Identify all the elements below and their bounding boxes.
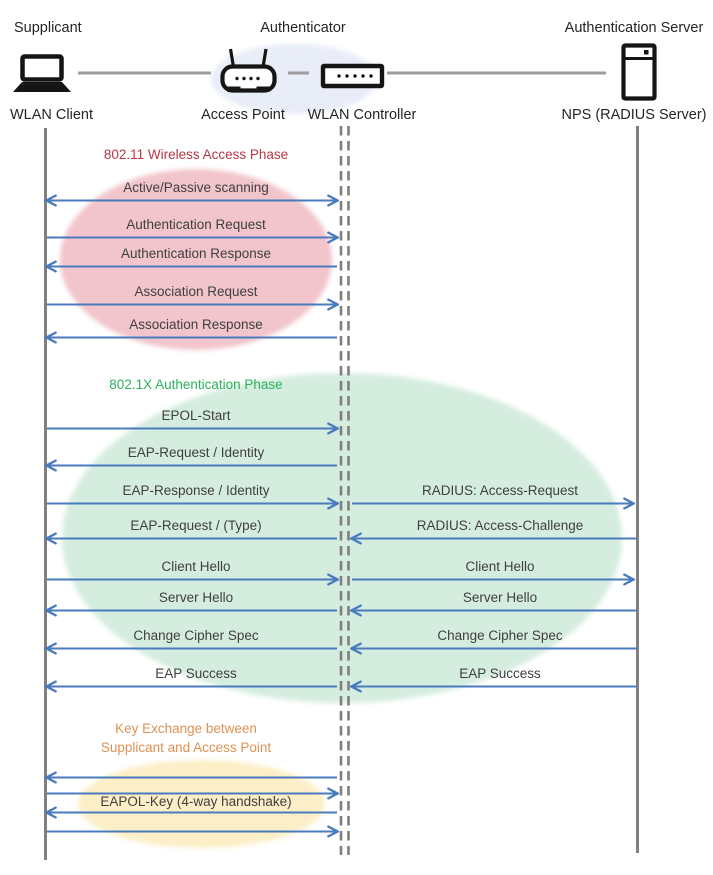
phase2-title: 802.1X Authentication Phase — [109, 377, 283, 392]
message-label-eap-response-identity: EAP-Response / Identity — [122, 483, 270, 498]
role-supplicant: Supplicant — [14, 20, 82, 36]
phase1-title: 802.11 Wireless Access Phase — [103, 147, 289, 162]
server-tower-icon — [624, 46, 655, 99]
role-auth-server: Authentication Server — [564, 20, 704, 36]
node-wlan-client: WLAN Client — [10, 107, 93, 123]
message-label-eap-request-identity: EAP-Request / Identity — [127, 445, 265, 460]
message-label-assoc-response: Association Response — [129, 317, 263, 332]
message-label-scanning: Active/Passive scanning — [123, 180, 269, 195]
message-label-client-hello-right: Client Hello — [465, 559, 535, 574]
message-label-radius-access-challenge: RADIUS: Access-Challenge — [416, 518, 584, 533]
message-label-auth-request: Authentication Request — [126, 217, 266, 232]
message-label-server-hello-right: Server Hello — [462, 590, 538, 605]
message-label-radius-access-request: RADIUS: Access-Request — [421, 483, 579, 498]
controller-box-icon — [323, 66, 382, 86]
message-label-eapol-key: EAPOL-Key (4-way handshake) — [100, 794, 292, 809]
message-label-auth-response: Authentication Response — [120, 246, 272, 261]
wireless-router-icon — [223, 49, 275, 92]
laptop-icon — [13, 57, 71, 93]
message-label-eap-success-right: EAP Success — [459, 666, 541, 681]
message-label-client-hello-left: Client Hello — [161, 559, 231, 574]
message-label-assoc-request: Association Request — [134, 284, 258, 299]
node-access-point: Access Point — [201, 107, 285, 123]
node-wlan-controller: WLAN Controller — [307, 107, 417, 123]
message-label-epol-start: EPOL-Start — [161, 408, 231, 423]
message-label-server-hello-left: Server Hello — [158, 590, 234, 605]
node-nps: NPS (RADIUS Server) — [561, 107, 707, 123]
message-label-eap-success-left: EAP Success — [155, 666, 237, 681]
phase3-title-line2: Supplicant and Access Point — [100, 740, 272, 755]
message-label-change-cipher-left: Change Cipher Spec — [133, 628, 259, 643]
message-label-change-cipher-right: Change Cipher Spec — [437, 628, 563, 643]
role-authenticator: Authenticator — [260, 20, 346, 36]
phase3-title-line1: Key Exchange between — [115, 721, 257, 736]
message-label-eap-request-type: EAP-Request / (Type) — [130, 518, 262, 533]
